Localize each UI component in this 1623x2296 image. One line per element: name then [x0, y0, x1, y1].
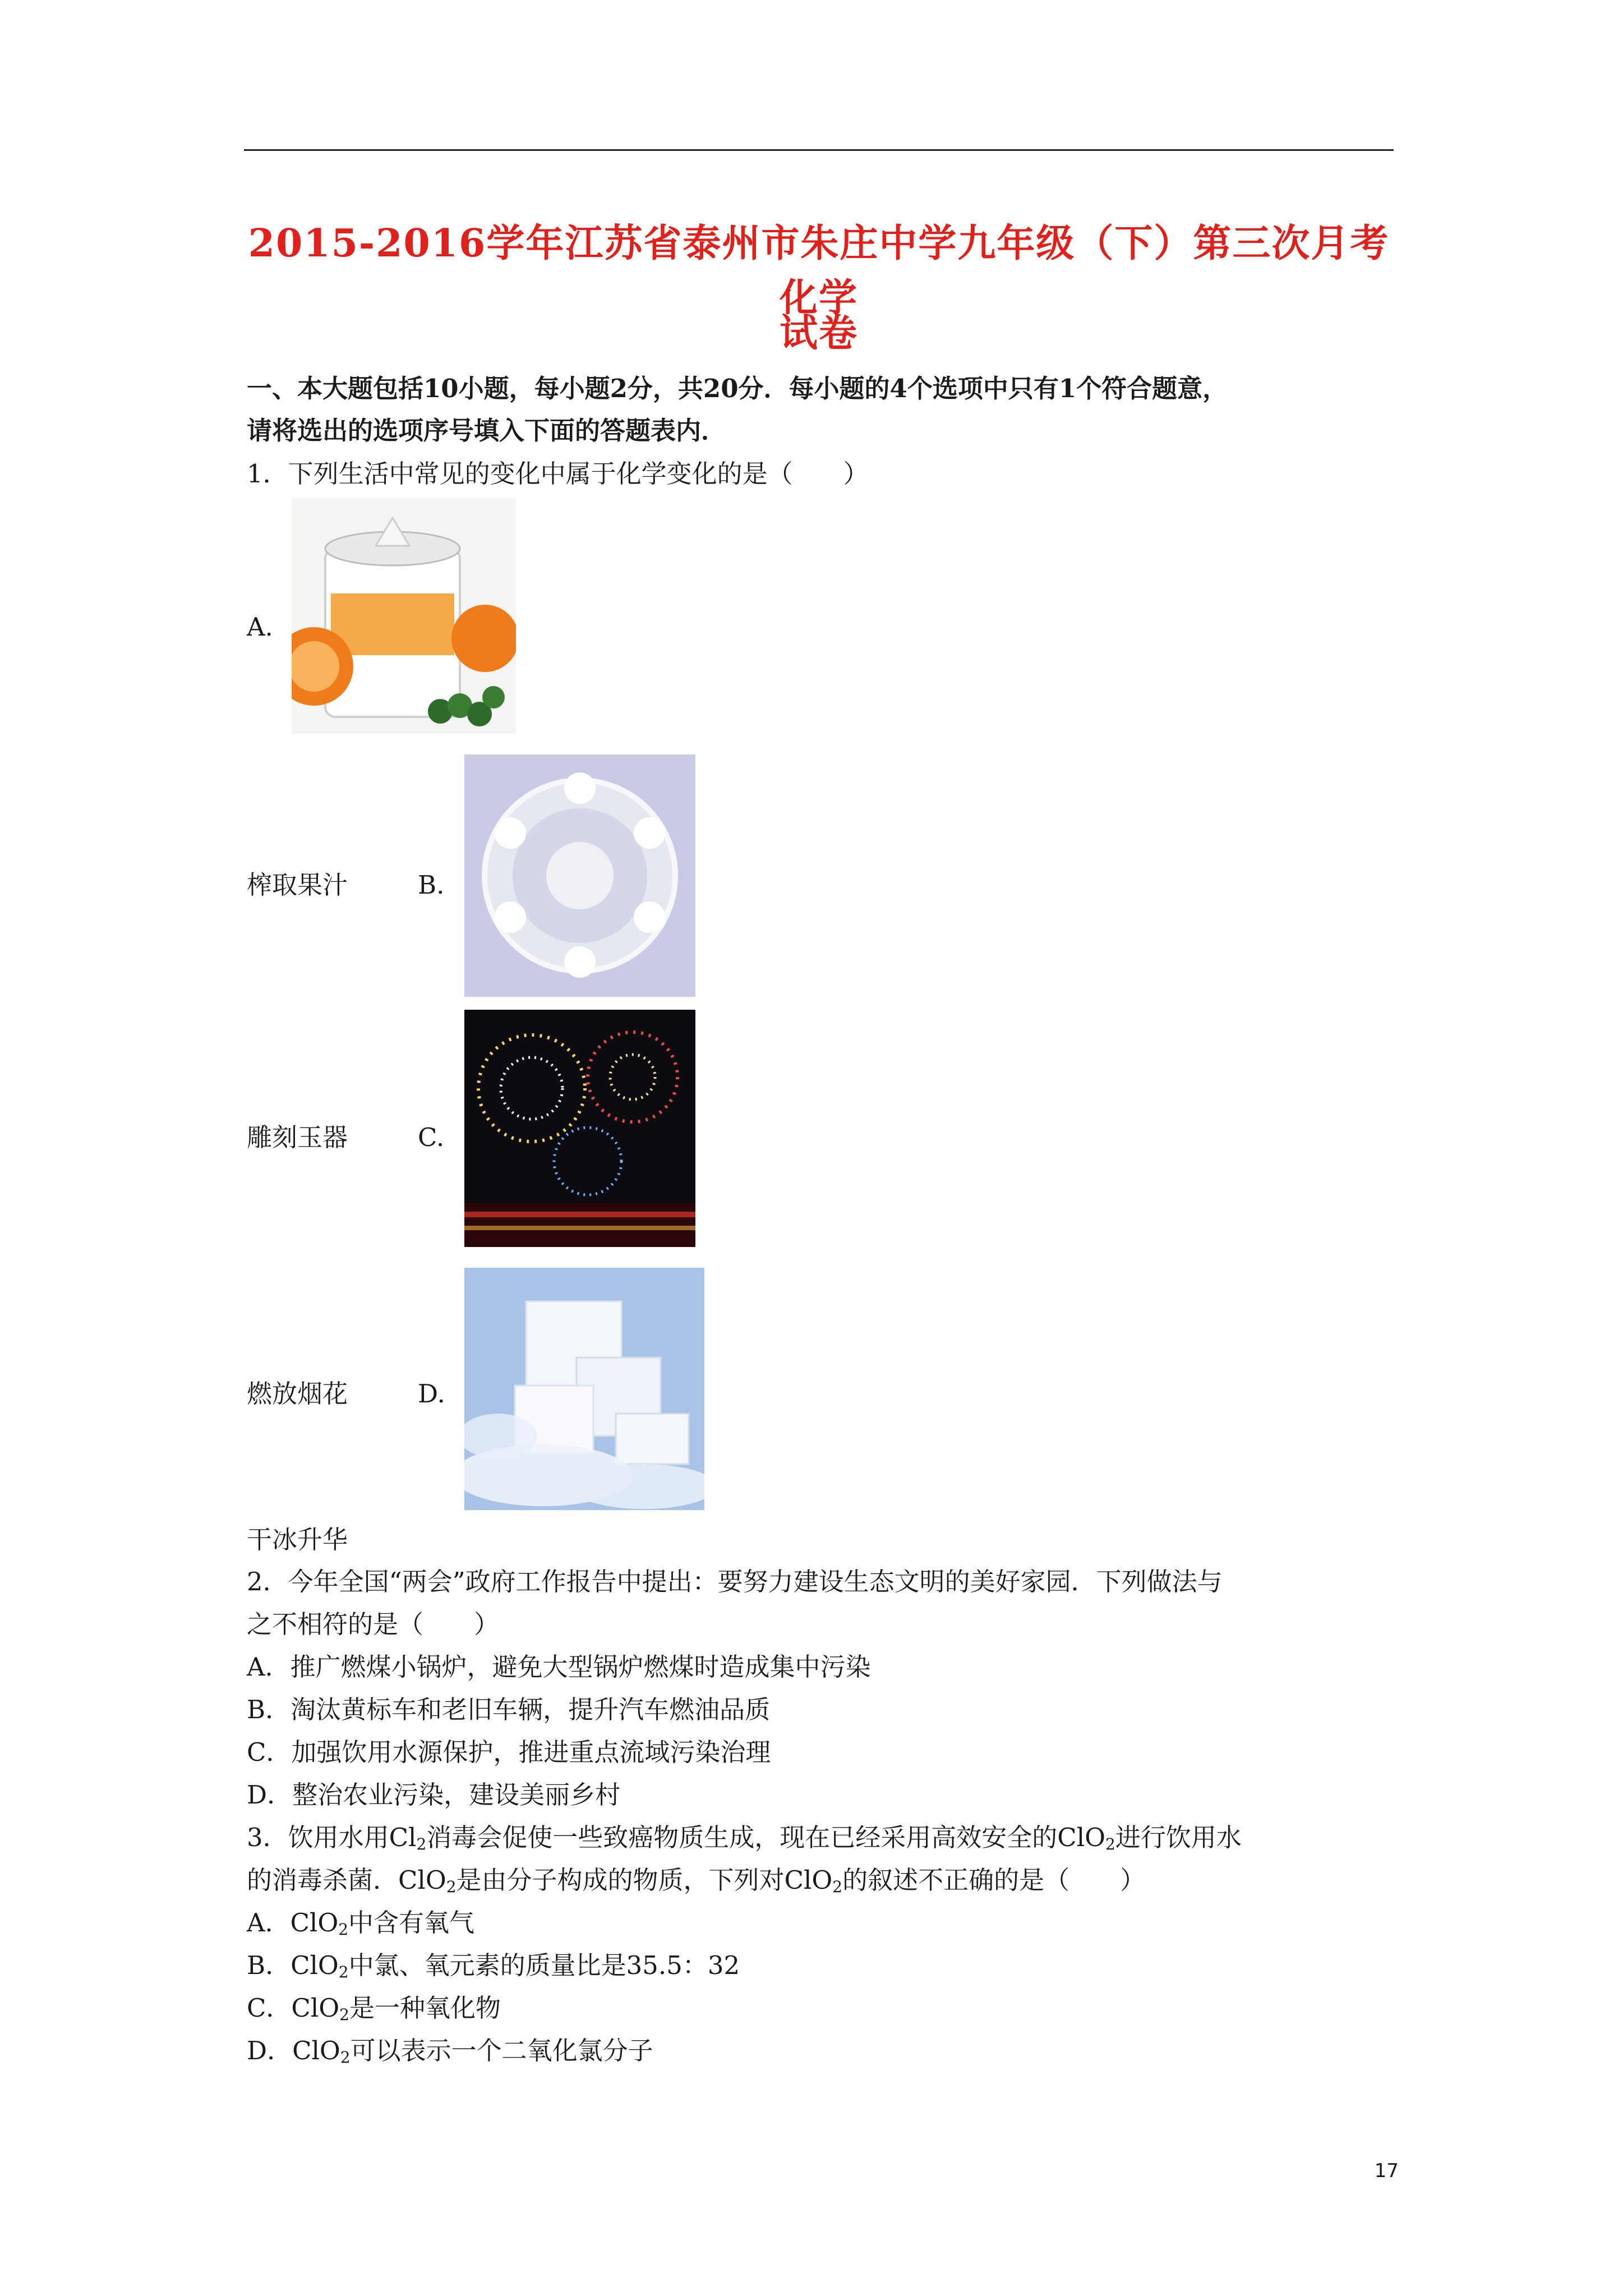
q2-option-d: D．整治农业污染，建设美丽乡村 — [247, 1780, 621, 1810]
dry-ice-photo — [464, 1268, 704, 1510]
title-line-1: 2015-2016学年江苏省泰州市朱庄中学九年级（下）第三次月考化学 — [248, 221, 1390, 320]
q3-option-d: D．ClO$_2$可以表示一个二氧化氯分子 — [247, 2036, 653, 2067]
header-rule — [244, 149, 1394, 151]
jade-carving-photo — [464, 754, 695, 997]
section-instructions-line-1: 一、本大题包括10小题，每小题2分，共20分．每小题的4个选项中只有1个符合题意， — [247, 374, 1228, 403]
q1-option-a-caption: 榨取果汁 — [247, 870, 348, 900]
question-3-stem-line-2: 的消毒杀菌．ClO$_2$是由分子构成的物质，下列对ClO$_2$的叙述不正确的是（ ） — [247, 1865, 1146, 1896]
q2-option-a: A．推广燃煤小锅炉，避免大型锅炉燃煤时造成集中污染 — [247, 1652, 871, 1682]
q1-option-b-letter: B. — [418, 870, 445, 900]
q1-option-a-letter: A. — [247, 612, 273, 642]
q2-option-b: B．淘汰黄标车和老旧车辆，提升汽车燃油品质 — [247, 1695, 771, 1724]
q1-option-d-letter: D. — [418, 1379, 445, 1409]
title-line-2: 试卷 — [779, 311, 858, 356]
question-1-stem: 1．下列生活中常见的变化中属于化学变化的是（ ） — [247, 459, 869, 489]
page-number: 17 — [1374, 2160, 1399, 2182]
question-3-stem-line-1: 3．饮用水用$Cl_2$消毒会促使一些致癌物质生成，现在已经采用高效安全的ClO$_2$进行饮用水 — [247, 1823, 1242, 1853]
q2-option-c: C．加强饮用水源保护，推进重点流域污染治理 — [247, 1737, 771, 1767]
fireworks-photo — [464, 1010, 695, 1247]
section-instructions-line-2: 请将选出的选项序号填入下面的答题表内． — [247, 416, 727, 445]
q1-option-b-caption: 雕刻玉器 — [247, 1122, 348, 1152]
q1-option-c-letter: C. — [418, 1122, 445, 1152]
question-2-stem-line-2: 之不相符的是（ ） — [247, 1609, 500, 1639]
q1-option-c-caption: 燃放烟花 — [247, 1379, 348, 1409]
question-2-stem-line-1: 2．今年全国“两会”政府工作报告中提出：要努力建设生态文明的美好家园．下列做法与 — [247, 1567, 1223, 1596]
q3-option-c: C．ClO$_2$是一种氧化物 — [247, 1993, 501, 2024]
juicer-photo — [292, 498, 516, 734]
q1-option-d-caption: 干冰升华 — [247, 1525, 348, 1554]
q3-option-a: A．ClO$_2$中含有氧气 — [247, 1908, 475, 1939]
q3-option-b: B．ClO$_2$中氯、氧元素的质量比是35.5：32 — [247, 1950, 740, 1981]
